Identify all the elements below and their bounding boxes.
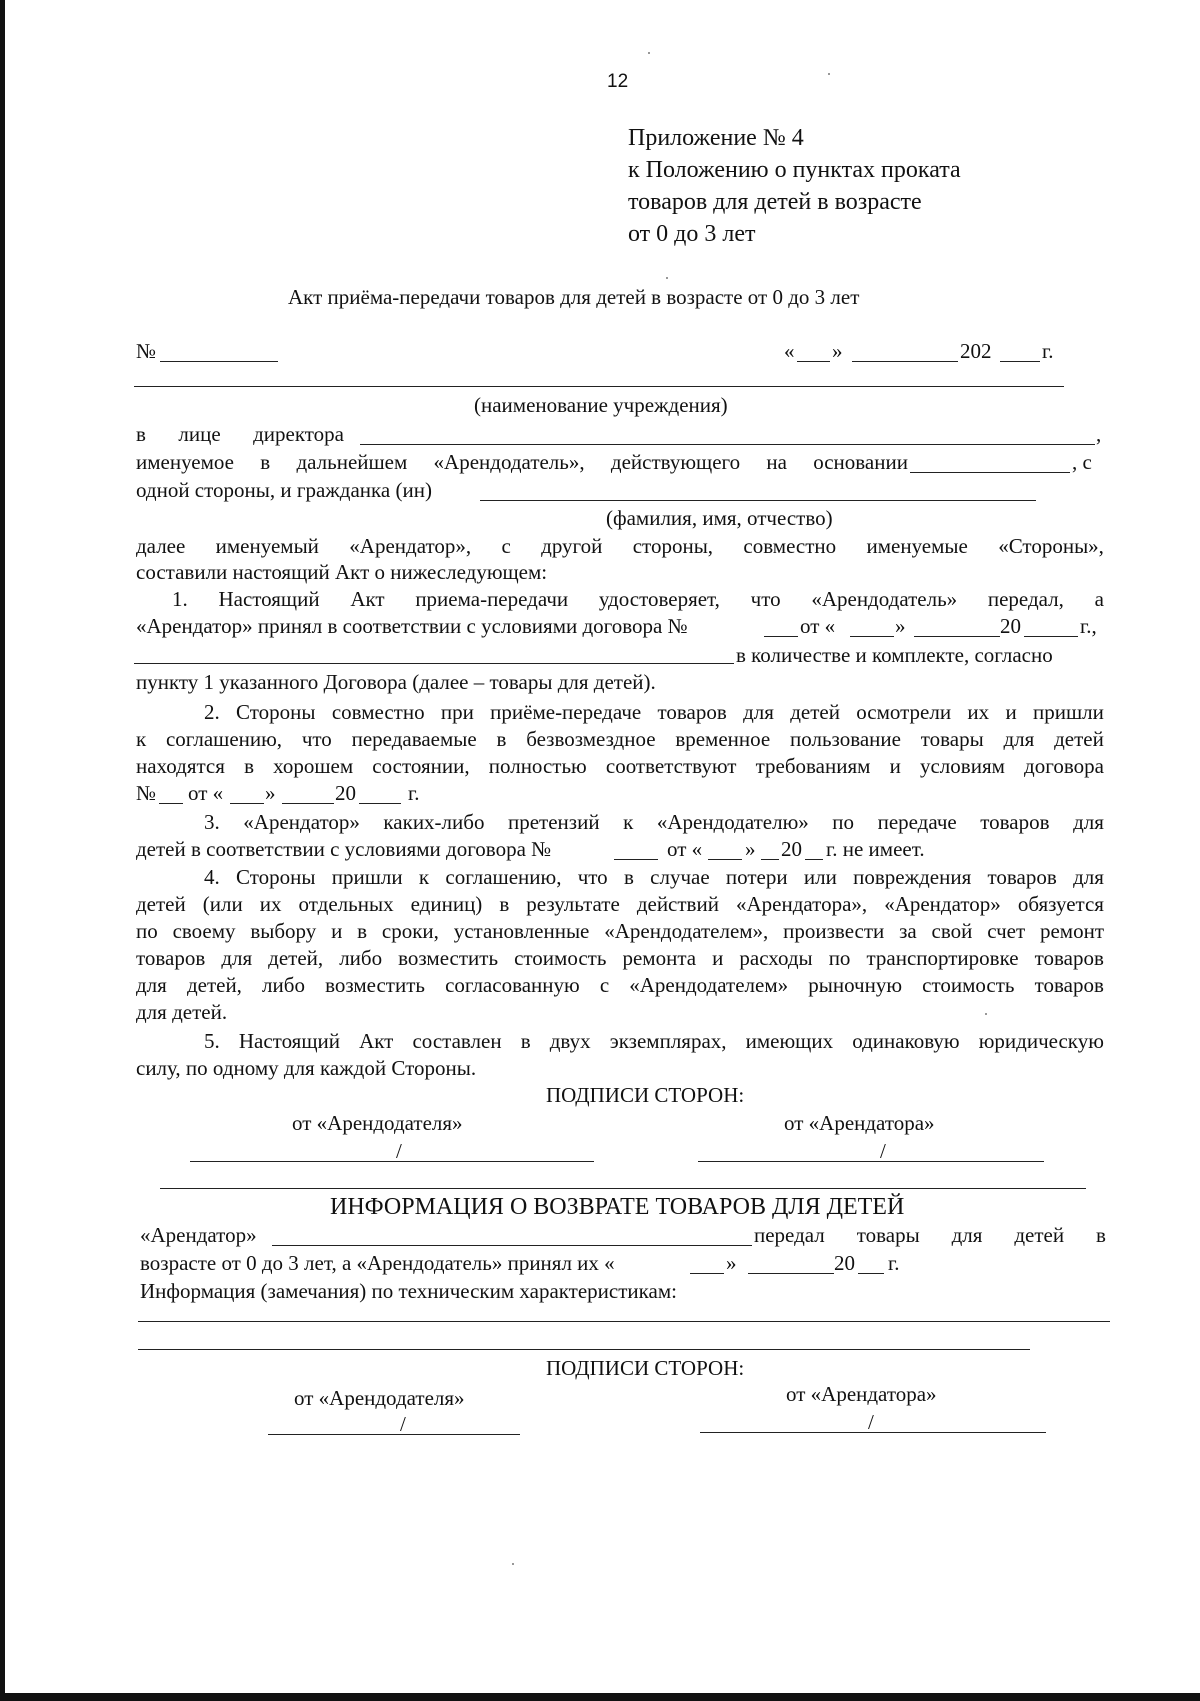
- paragraph-3-line: г. не имеет.: [826, 837, 925, 861]
- word: Стороны: [236, 700, 316, 724]
- word: к: [418, 865, 430, 889]
- word: товаров: [1034, 973, 1104, 997]
- word: и: [712, 946, 724, 970]
- tenant-signature-line: [698, 1161, 1044, 1162]
- tenant-name-blank: [480, 500, 1036, 501]
- appendix-line: Приложение № 4: [628, 125, 804, 151]
- paragraph-1-line: [172, 587, 1104, 611]
- word: выбору: [250, 919, 317, 943]
- word: (или: [202, 892, 243, 916]
- word: 2.: [204, 700, 220, 724]
- tenant-signature-label: от «Арендатора»: [784, 1111, 935, 1135]
- paragraph-1-line: в количестве и комплекте, согласно: [736, 643, 1053, 667]
- word: либо: [262, 973, 305, 997]
- landlord-line-tail: , с: [1072, 450, 1092, 474]
- word: что: [750, 587, 781, 611]
- word: в: [244, 754, 254, 778]
- tenant-intro: одной стороны, и гражданка (ин): [136, 478, 432, 502]
- word: Акт: [350, 587, 385, 611]
- contract-number-blank: [614, 859, 658, 860]
- word: в: [357, 919, 368, 943]
- tenant-name-blank: [272, 1245, 752, 1246]
- date-quote-open: «: [784, 339, 795, 363]
- word: единиц): [410, 892, 483, 916]
- word: экземплярах,: [609, 1029, 727, 1053]
- word: согласованную: [445, 973, 580, 997]
- word: обязуется: [1017, 892, 1104, 916]
- word: условиям: [919, 754, 1005, 778]
- word: отдельных: [298, 892, 394, 916]
- paragraph-5-line: силу, по одному для каждой Стороны.: [136, 1056, 477, 1080]
- word: для: [1003, 727, 1035, 751]
- return-day-blank: [690, 1273, 724, 1274]
- word: действий: [636, 892, 719, 916]
- word: возместить: [325, 973, 425, 997]
- word: Стороны: [236, 865, 316, 889]
- return-line: [754, 1223, 1106, 1247]
- appendix-line: товаров для детей в возрасте: [628, 189, 922, 215]
- word: расходы: [739, 946, 813, 970]
- word: в: [520, 1029, 531, 1053]
- technical-info-label: Информация (замечания) по техническим характеристикам:: [140, 1279, 677, 1303]
- year-prefix: 20: [1000, 614, 1021, 638]
- word: что: [577, 865, 608, 889]
- word: по: [136, 919, 158, 943]
- word: стороны,: [632, 534, 714, 558]
- paragraph-1-line: «Арендатор» принял в соответствии с условиями договора №: [136, 614, 688, 638]
- scan-speck: [666, 277, 668, 279]
- word: «Арендодателем»: [629, 973, 789, 997]
- year-suffix: г.: [888, 1251, 900, 1275]
- word: товаров: [657, 700, 727, 724]
- word: договора: [1024, 754, 1104, 778]
- word: детей: [1014, 1223, 1065, 1247]
- word: требованиям: [755, 754, 871, 778]
- word: произвести: [783, 919, 885, 943]
- word: действующего: [610, 450, 741, 474]
- word: осмотрели: [856, 700, 952, 724]
- contract-day-blank: [230, 803, 264, 804]
- word: находятся: [136, 754, 225, 778]
- word: счет: [987, 919, 1026, 943]
- word: «Арендодатель»,: [433, 450, 585, 474]
- word: 4.: [204, 865, 220, 889]
- word: директора: [253, 422, 344, 446]
- word: в: [499, 892, 510, 916]
- year-prefix: 20: [335, 781, 356, 805]
- scan-left-edge: [0, 0, 5, 1701]
- word: именуемый: [215, 534, 319, 558]
- word: каких-либо: [383, 810, 485, 834]
- paragraph-4-line: [136, 892, 1104, 916]
- paragraph-4-line: [136, 973, 1104, 997]
- word: случае: [650, 865, 710, 889]
- word: безвозмездное: [526, 727, 656, 751]
- contract-month-blank: [761, 859, 779, 860]
- from-date-open: от «: [800, 614, 836, 638]
- contract-year-blank: [805, 859, 823, 860]
- word: их: [259, 892, 282, 916]
- word: в: [260, 450, 271, 474]
- word: при: [440, 700, 474, 724]
- word: удостоверяет,: [598, 587, 720, 611]
- year-prefix: 20: [834, 1251, 855, 1275]
- word: по: [828, 946, 851, 970]
- word: в: [136, 422, 146, 446]
- word: для: [221, 946, 253, 970]
- word: передаваемые: [351, 727, 477, 751]
- word: в: [623, 865, 634, 889]
- date-year-blank: [1000, 361, 1040, 362]
- contract-number-blank: [159, 803, 183, 804]
- word: для: [136, 973, 167, 997]
- word: 5.: [204, 1029, 220, 1053]
- word: товаров: [980, 810, 1050, 834]
- word: а: [1094, 587, 1104, 611]
- scan-speck: [828, 73, 830, 75]
- word: товары: [856, 1223, 920, 1247]
- contract-day-blank: [850, 636, 894, 637]
- word: в: [496, 727, 507, 751]
- return-line: возрасте от 0 до 3 лет, а «Арендодатель» принял их «: [140, 1251, 615, 1275]
- goods-blank: [134, 663, 734, 664]
- word: другой: [541, 534, 603, 558]
- word: ремонт: [1039, 919, 1104, 943]
- document-title: Акт приёма-передачи товаров для детей в возрасте от 0 до 3 лет: [288, 285, 860, 309]
- signatures-heading: ПОДПИСИ СТОРОН:: [546, 1083, 745, 1107]
- word: «Стороны»,: [998, 534, 1104, 558]
- word: свой: [931, 919, 973, 943]
- word: результате: [526, 892, 620, 916]
- return-section-heading: ИНФОРМАЦИЯ О ВОЗВРАТЕ ТОВАРОВ ДЛЯ ДЕТЕЙ: [330, 1194, 905, 1220]
- word: «Арендодателю»: [656, 810, 809, 834]
- word: для: [951, 1223, 983, 1247]
- contract-year-blank: [1024, 636, 1078, 637]
- word: Настоящий: [238, 1029, 340, 1053]
- from-date-close: »: [895, 614, 906, 638]
- word: «Арендодатель»: [811, 587, 958, 611]
- word: пришли: [1032, 700, 1104, 724]
- word: основании: [813, 450, 908, 474]
- word: что: [301, 727, 332, 751]
- word: для: [743, 700, 774, 724]
- institution-blank: [134, 386, 1064, 387]
- word: передаче: [877, 810, 957, 834]
- word: детей: [1054, 727, 1104, 751]
- from-date-close: »: [265, 781, 276, 805]
- word: потери: [725, 865, 788, 889]
- paragraph-3-line: [204, 810, 1104, 834]
- scan-speck: [985, 1013, 987, 1015]
- word: детей: [136, 892, 186, 916]
- word: установленные: [453, 919, 590, 943]
- signature-slash: /: [396, 1139, 402, 1163]
- return-date-close: »: [726, 1251, 737, 1275]
- word: транспортировке: [866, 946, 1019, 970]
- word: «Арендатора»,: [735, 892, 868, 916]
- year-prefix: 20: [781, 837, 802, 861]
- date-quote-close: »: [832, 339, 843, 363]
- scan-speck: [512, 1563, 514, 1565]
- paragraph-4-line: [136, 946, 1104, 970]
- contract-month-blank: [282, 803, 334, 804]
- from-date-open: от «: [188, 781, 224, 805]
- word: пришли: [331, 865, 403, 889]
- word: стоимость: [922, 973, 1015, 997]
- word: либо: [339, 946, 383, 970]
- date-year-prefix: 202: [960, 339, 992, 363]
- word: по: [832, 810, 855, 834]
- act-number-label: №: [136, 339, 157, 363]
- word: для: [1073, 810, 1104, 834]
- paragraph-5-line: [204, 1029, 1104, 1053]
- word: состоянии,: [372, 754, 470, 778]
- word: для: [1073, 865, 1104, 889]
- word: соглашению,: [165, 727, 283, 751]
- director-blank: [360, 444, 1095, 445]
- director-label: [136, 422, 344, 446]
- return-tenant-label: «Арендатор»: [140, 1223, 257, 1247]
- director-comma: ,: [1096, 422, 1102, 446]
- word: составлен: [412, 1029, 502, 1053]
- landlord-signature-line: [268, 1434, 520, 1435]
- word: или: [803, 865, 837, 889]
- scan-speck: [648, 52, 650, 54]
- contract-year-blank: [359, 803, 401, 804]
- paragraph-1-line: пункту 1 указанного Договора (далее – товары для детей).: [136, 670, 656, 694]
- institution-caption: (наименование учреждения): [474, 393, 728, 417]
- date-day-blank: [797, 361, 830, 362]
- word: рыночную: [808, 973, 903, 997]
- word: одинаковую: [852, 1029, 960, 1053]
- word: передал: [754, 1223, 825, 1247]
- word: приема-передачи: [415, 587, 569, 611]
- scan-bottom-edge: [0, 1693, 1200, 1701]
- section-divider: [160, 1188, 1086, 1189]
- word: юридическую: [978, 1029, 1104, 1053]
- word: «Арендатор»,: [349, 534, 472, 558]
- paragraph-2-line: [204, 700, 1104, 724]
- landlord-signature-line: [190, 1161, 594, 1162]
- word: на: [766, 450, 787, 474]
- word: соответствуют: [605, 754, 737, 778]
- word: именуемое: [136, 450, 234, 474]
- landlord-signature-label: от «Арендодателя»: [294, 1386, 465, 1410]
- page-number: 12: [607, 71, 629, 92]
- fio-caption: (фамилия, имя, отчество): [606, 506, 833, 530]
- paragraph-4-line: [204, 865, 1104, 889]
- from-date-open: от «: [667, 837, 703, 861]
- word: детей: [790, 700, 840, 724]
- word: приёме-передаче: [490, 700, 642, 724]
- word: хорошем: [273, 754, 354, 778]
- word: совместно: [331, 700, 425, 724]
- date-year-suffix: г.: [1042, 339, 1054, 363]
- word: «Арендатор»: [884, 892, 1001, 916]
- from-date-close: »: [745, 837, 756, 861]
- signatures-heading: ПОДПИСИ СТОРОН:: [546, 1356, 745, 1380]
- year-suffix: г.,: [1080, 614, 1097, 638]
- word: ремонта: [622, 946, 697, 970]
- word: имеющих: [745, 1029, 834, 1053]
- date-month-blank: [852, 361, 958, 362]
- word: лице: [178, 422, 221, 446]
- word: товаров: [1034, 946, 1104, 970]
- word: претензий: [507, 810, 600, 834]
- signature-slash: /: [868, 1410, 874, 1434]
- word: «Арендатор»: [243, 810, 360, 834]
- word: полностью: [488, 754, 587, 778]
- word: своему: [172, 919, 236, 943]
- word: дальнейшем: [296, 450, 408, 474]
- paragraph-2-line: [136, 754, 1104, 778]
- basis-blank: [910, 472, 1070, 473]
- paragraph-3-line: детей в соответствии с условиями договора №: [136, 837, 552, 861]
- technical-info-line: [138, 1321, 1110, 1322]
- word: соглашению,: [445, 865, 562, 889]
- word: в: [1096, 1223, 1106, 1247]
- tenant-signature-label: от «Арендатора»: [786, 1382, 937, 1406]
- word: повреждения: [853, 865, 972, 889]
- word: за: [899, 919, 917, 943]
- word: к: [623, 810, 634, 834]
- contract-month-blank: [914, 636, 1000, 637]
- word: 3.: [204, 810, 220, 834]
- word: временное: [675, 727, 771, 751]
- year-suffix: г.: [408, 781, 420, 805]
- signature-slash: /: [880, 1139, 886, 1163]
- word: двух: [549, 1029, 591, 1053]
- number-label: №: [136, 781, 157, 805]
- signature-slash: /: [400, 1412, 406, 1436]
- word: именуемые: [866, 534, 968, 558]
- word: детей,: [268, 946, 324, 970]
- act-number-blank: [160, 361, 278, 362]
- word: и: [1005, 700, 1017, 724]
- word: детей,: [186, 973, 242, 997]
- contract-day-blank: [708, 859, 742, 860]
- paragraph-4-line: для детей.: [136, 1000, 228, 1024]
- word: к: [136, 727, 147, 751]
- word: совместно: [743, 534, 837, 558]
- return-year-blank: [858, 1273, 884, 1274]
- paragraph-2-line: [136, 727, 1104, 751]
- contract-number-blank: [764, 636, 798, 637]
- word: с: [501, 534, 511, 558]
- word: Акт: [359, 1029, 394, 1053]
- technical-info-line: [138, 1349, 1030, 1350]
- landlord-line: [136, 450, 908, 474]
- appendix-line: к Положению о пунктах проката: [628, 157, 961, 183]
- word: стоимость: [514, 946, 607, 970]
- word: Настоящий: [218, 587, 320, 611]
- word: 1.: [172, 587, 188, 611]
- word: товаров: [136, 946, 206, 970]
- paragraph-4-line: [136, 919, 1104, 943]
- word: и: [889, 754, 901, 778]
- parties-line: [136, 534, 1104, 558]
- word: их: [967, 700, 990, 724]
- word: «Арендодателем»,: [604, 919, 769, 943]
- word: сроки,: [381, 919, 439, 943]
- word: далее: [136, 534, 186, 558]
- word: пользование: [790, 727, 901, 751]
- word: и: [331, 919, 343, 943]
- return-month-blank: [748, 1273, 834, 1274]
- word: товары: [920, 727, 984, 751]
- word: с: [599, 973, 610, 997]
- word: товаров: [987, 865, 1057, 889]
- word: возместить: [398, 946, 499, 970]
- appendix-line: от 0 до 3 лет: [628, 221, 756, 247]
- word: передал,: [987, 587, 1064, 611]
- parties-line: составили настоящий Акт о нижеследующем:: [136, 560, 548, 584]
- landlord-signature-label: от «Арендодателя»: [292, 1111, 463, 1135]
